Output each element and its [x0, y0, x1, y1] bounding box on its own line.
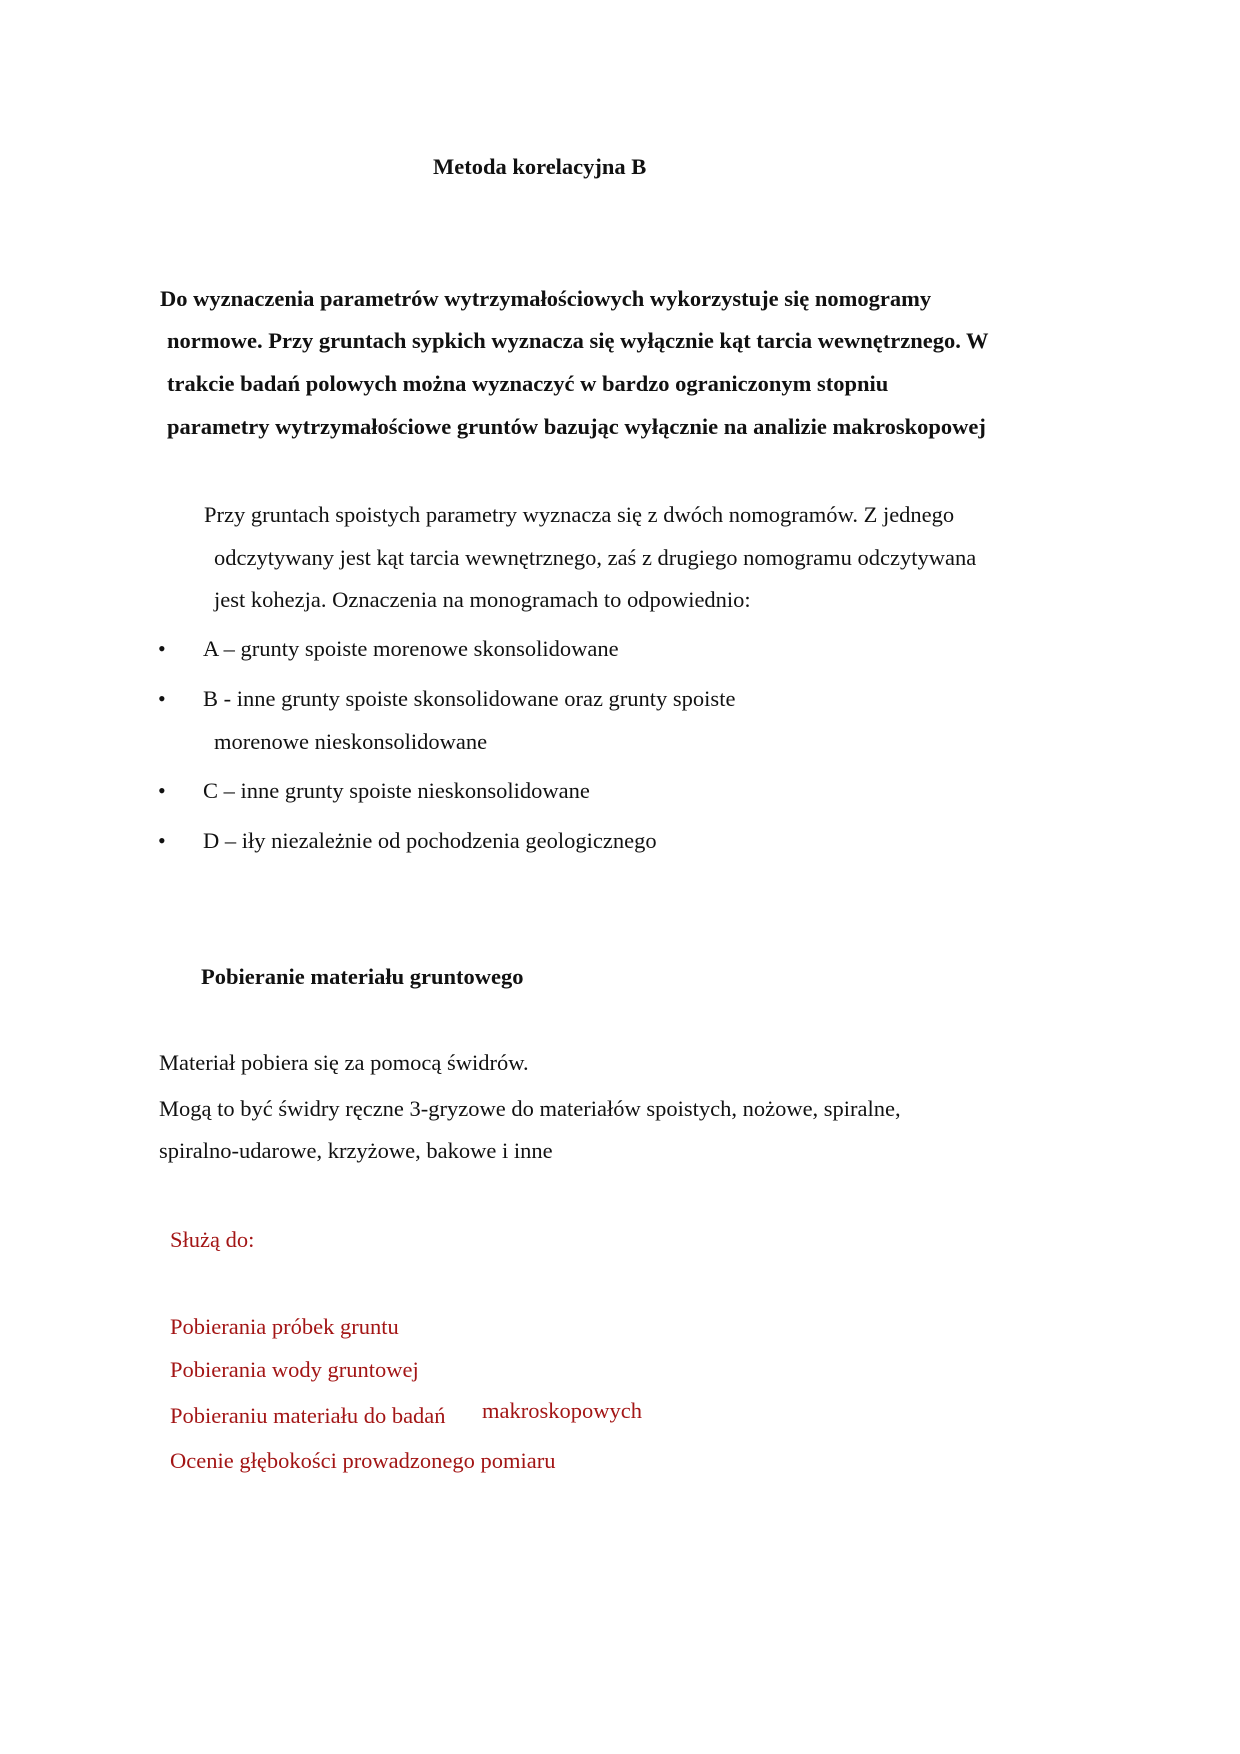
sampling-line-1: Materiał pobiera się za pomocą świdrów. — [159, 1050, 529, 1075]
intro-line-1: Do wyznaczenia parametrów wytrzymałościowych wykorzystuje się nomogramy — [160, 286, 932, 311]
list-item-a: A – grunty spoiste morenowe skonsolidowane — [203, 636, 619, 661]
document-title: Metoda korelacyjna B — [433, 154, 647, 179]
use-item-2: Pobierania wody gruntowej — [170, 1357, 419, 1382]
use-item-3-suffix: makroskopowych — [482, 1398, 642, 1423]
use-item-3: Pobieraniu materiału do badań — [170, 1403, 446, 1428]
section-title-soil-sampling: Pobieranie materiału gruntowego — [201, 964, 524, 989]
bullet-icon: • — [158, 636, 166, 661]
sampling-line-2: Mogą to być świdry ręczne 3-gryzowe do materiałów spoistych, nożowe, spiralne, — [159, 1096, 901, 1121]
cohesive-paragraph-line-3: jest kohezja. Oznaczenia na monogramach to odpowiednio: — [214, 587, 751, 612]
cohesive-paragraph-line-1: Przy gruntach spoistych parametry wyznacza się z dwóch nomogramów. Z jednego — [204, 502, 955, 527]
use-item-4: Ocenie głębokości prowadzonego pomiaru — [170, 1448, 556, 1473]
sampling-line-3: spiralno-udarowe, krzyżowe, bakowe i inne — [159, 1138, 553, 1163]
bullet-icon: • — [158, 828, 166, 853]
intro-line-3: trakcie badań polowych można wyznaczyć w bardzo ograniczonym stopniu — [167, 371, 889, 396]
cohesive-paragraph-line-2: odczytywany jest kąt tarcia wewnętrznego, zaś z drugiego nomogramu odczytywana — [214, 545, 977, 570]
bullet-icon: • — [158, 686, 166, 711]
intro-line-2: normowe. Przy gruntach sypkich wyznacza się wyłącznie kąt tarcia wewnętrznego. W — [167, 328, 989, 353]
bullet-icon: • — [158, 778, 166, 803]
list-item-c: C – inne grunty spoiste nieskonsolidowane — [203, 778, 590, 803]
uses-label: Służą do: — [170, 1227, 255, 1252]
list-item-b: B - inne grunty spoiste skonsolidowane oraz grunty spoiste — [203, 686, 736, 711]
list-item-b-continuation: morenowe nieskonsolidowane — [214, 729, 488, 754]
use-item-1: Pobierania próbek gruntu — [170, 1314, 399, 1339]
list-item-d: D – iły niezależnie od pochodzenia geologicznego — [203, 828, 657, 853]
intro-line-4: parametry wytrzymałościowe gruntów bazując wyłącznie na analizie makroskopowej — [167, 414, 986, 439]
